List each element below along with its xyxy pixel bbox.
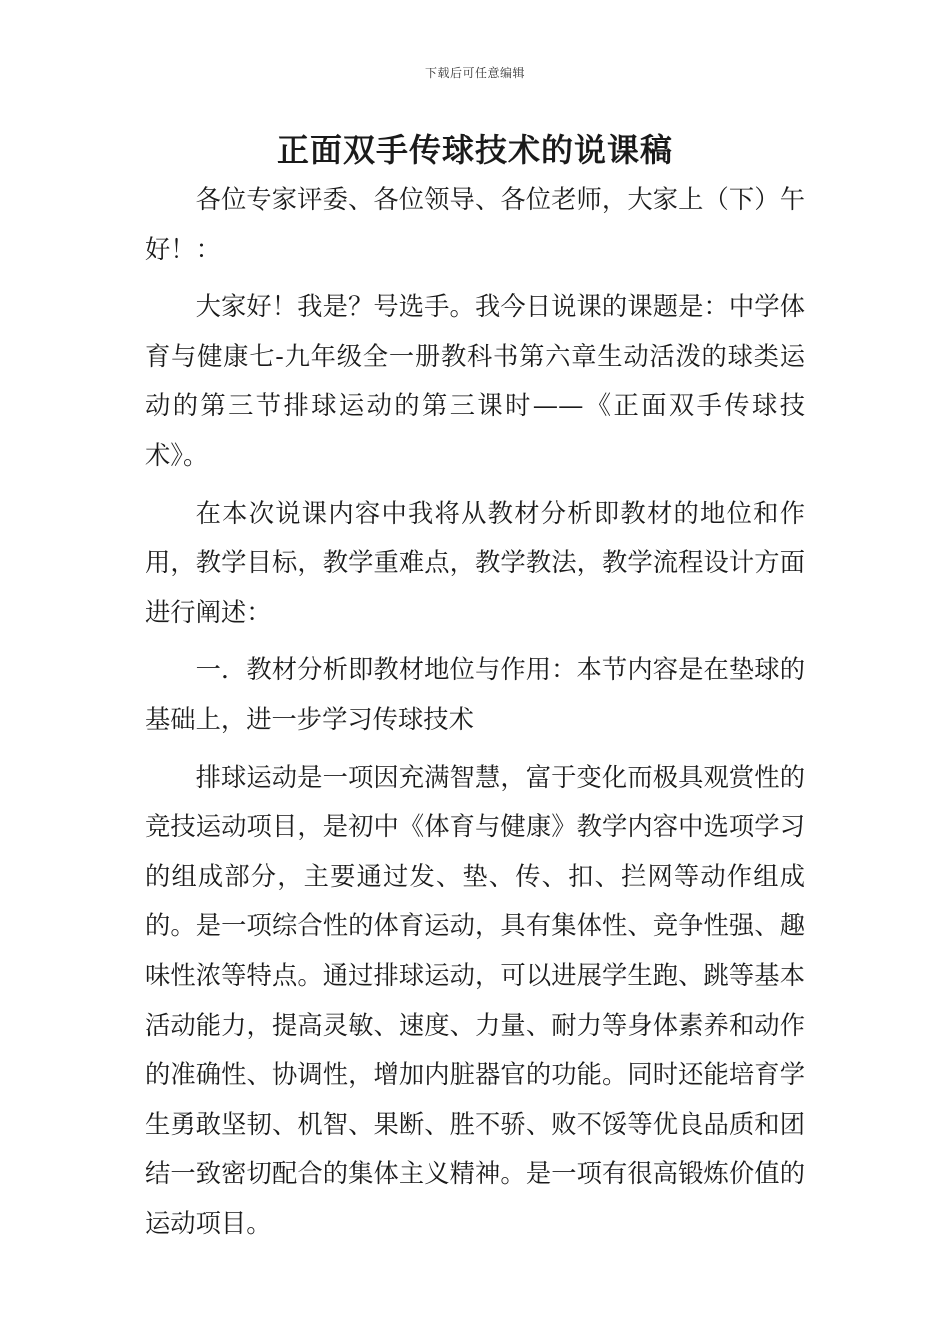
paragraph-section-one: 一．教材分析即教材地位与作用：本节内容是在垫球的基础上，进一步学习传球技术 <box>145 655 805 734</box>
paragraph-volleyball-intro: 排球运动是一项因充满智慧，富于变化而极具观赏性的竞技运动项目，是初中《体育与健康》教学内容中选项学习的组成部分，主要通过发、垫、传、扣、拦网等动作组成的。是一项综合性的体育运动，具有集体性、竞争性强、趣味性浓等特点。通过排球运动，可以进展学生跑、跳等基本活动能力，提高灵敏、速度、力量、耐力等身体素养和动作的准确性、协调性，增加内脏器官的功能。同时还能培育学生勇敢坚韧、机智、果断、胜不骄、败不馁等优良品质和团结一致密切配合的集体主义精神。是一项有很高锻炼价值的运动项目。 <box>145 762 805 1238</box>
page-header-note: 下载后可任意编辑 <box>424 66 525 80</box>
document-title: 正面双手传球技术的说课稿 <box>276 131 673 169</box>
paragraph-outline: 在本次说课内容中我将从教材分析即教材的地位和作用，教学目标，教学重难点，教学教法，教学流程设计方面进行阐述： <box>145 498 805 627</box>
paragraph-greeting: 各位专家评委、各位领导、各位老师，大家上（下）午好！： <box>145 185 805 264</box>
paragraph-topic: 大家好！我是？号选手。我今日说课的课题是：中学体育与健康七-九年级全一册教科书第六章生动活泼的球类运动的第三节排球运动的第三课时——《正面双手传球技术》。 <box>145 292 805 470</box>
document-body <box>145 175 805 1256</box>
